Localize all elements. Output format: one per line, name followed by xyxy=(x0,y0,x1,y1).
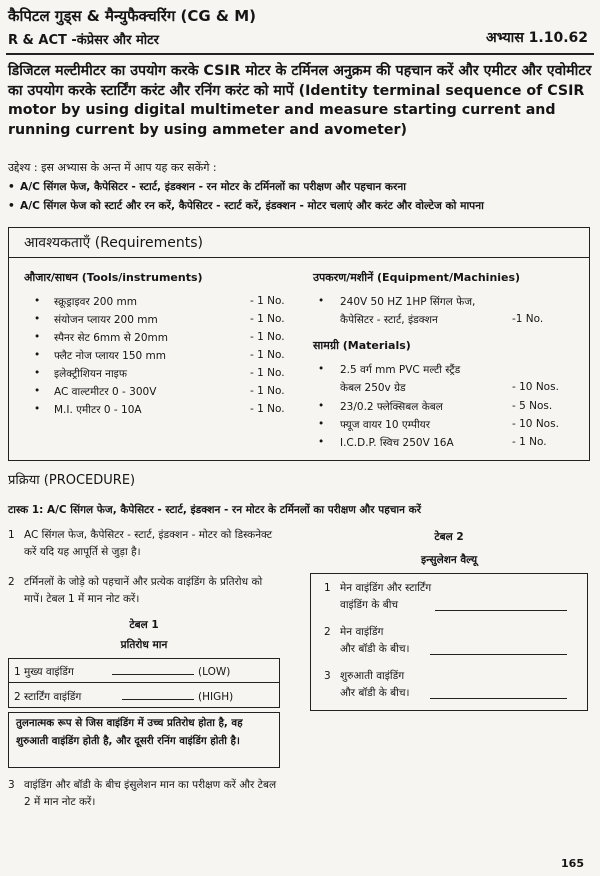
bullet: • xyxy=(34,331,41,343)
equipment-line: कैपेसिटर - स्टार्ट, इंडक्शन xyxy=(340,314,438,326)
material-line: I.C.D.P. स्विच 250V 16A xyxy=(340,437,454,449)
step-number: 3 xyxy=(8,779,15,791)
requirements-title: आवश्यकताएँ (Requirements) xyxy=(24,235,203,251)
task-heading: टास्क 1: A/C सिंगल फेज, कैपेसिटर - स्टार्ट, इंडक्शन - रन मोटर के टर्मिनलों का परीक्षण और पहचान करें xyxy=(8,504,421,516)
exercise-number: अभ्यास 1.10.62 xyxy=(486,30,588,46)
blank-line xyxy=(430,698,567,699)
blank-line xyxy=(112,674,194,675)
table2-caption: इन्सुलेशन वैल्यू xyxy=(420,554,478,566)
table2-row-text: और बॉडी के बीच। xyxy=(340,687,410,699)
table2-row-text: वाइंडिंग के बीच xyxy=(340,599,399,611)
material-line: 23/0.2 फ्लेक्सिबल केबल xyxy=(340,401,443,413)
blank-line xyxy=(430,654,567,655)
material-line: फ्यूज वायर 10 एम्पीयर xyxy=(340,419,431,431)
table1-caption: प्रतिरोध मान xyxy=(120,639,168,651)
page-number: 165 xyxy=(561,857,584,870)
blank-line xyxy=(122,699,194,700)
bullet: • xyxy=(318,400,325,412)
table2-row-number: 2 xyxy=(324,626,331,638)
material-line: 2.5 वर्ग mm PVC मल्टी स्ट्रैंड xyxy=(340,364,461,376)
table1-label: टेबल 1 xyxy=(129,619,159,631)
tool-name: M.I. एमीटर 0 - 10A xyxy=(54,404,142,416)
note-text: तुलनात्मक रूप से जिस वाइंडिंग में उच्च प्रतिरोध होता है, वह शुरुआती वाइंडिंग होती है, और दूसरी रनिंग वाइंडिंग होती है। xyxy=(16,717,243,747)
tool-name: इलेक्ट्रीशियन नाइफ xyxy=(54,368,127,380)
bullet: • xyxy=(34,385,41,397)
material-line: केबल 250v ग्रेड xyxy=(340,382,406,394)
tool-qty: - 1 No. xyxy=(250,367,285,379)
tools-heading: औजार/साधन (Tools/instruments) xyxy=(24,271,203,284)
tool-qty: - 1 No. xyxy=(250,313,285,325)
equipment-line: 240V 50 HZ 1HP सिंगल फेज, xyxy=(340,296,476,308)
step-text: AC सिंगल फेज, कैपेसिटर - स्टार्ट, इंडक्शन - मोटर को डिस्कनेक्ट xyxy=(24,529,273,541)
material-qty: - 10 Nos. xyxy=(512,381,559,393)
material-qty: - 10 Nos. xyxy=(512,418,559,430)
exercise-title: डिजिटल मल्टीमीटर का उपयोग करके CSIR मोटर के टर्मिनल अनुक्रम की पहचान करें और एमीटर और एवोमीटर का उपयोग करके स्टार्टिंग करंट और रनिंग करंट को मापें (Identity terminal sequence of CSIR motor by using digital multimeter and measure starting current and running current by using ammeter and avometer) xyxy=(8,63,592,138)
table1-row-value: (LOW) xyxy=(198,666,231,678)
tool-name: संयोजन प्लायर 200 mm xyxy=(54,314,158,326)
tool-name: स्पैनर सेट 6mm से 20mm xyxy=(54,332,168,344)
table1-row-value: (HIGH) xyxy=(198,691,234,703)
tool-name: AC वाल्टमीटर 0 - 300V xyxy=(54,386,157,398)
tool-qty: - 1 No. xyxy=(250,295,285,307)
tool-qty: - 1 No. xyxy=(250,349,285,361)
table2-row-text: शुरुआती वाइंडिंग xyxy=(340,670,405,682)
table2-label: टेबल 2 xyxy=(434,531,464,543)
step-number: 1 xyxy=(8,529,15,541)
step-text: 2 में मान नोट करें। xyxy=(24,796,96,808)
step-text: वाइंडिंग और बॉडी के बीच इंसुलेशन मान का परीक्षण करें और टेबल xyxy=(24,779,277,791)
header-rule xyxy=(6,53,594,55)
bullet: • xyxy=(34,403,41,415)
tool-qty: - 1 No. xyxy=(250,385,285,397)
tool-name: स्क्रूड्राइवर 200 mm xyxy=(54,296,137,308)
material-qty: - 5 Nos. xyxy=(512,400,553,412)
bullet: • xyxy=(34,313,41,325)
section-header: कैपिटल गुड्स & मैन्युफैक्चरिंग (CG & M) xyxy=(8,7,256,25)
bullet: • xyxy=(34,349,41,361)
table2-row-number: 1 xyxy=(324,582,331,594)
table2-row-text: मेन वाइंडिंग और स्टार्टिंग xyxy=(340,582,432,594)
step-number: 2 xyxy=(8,576,15,588)
procedure-heading: प्रक्रिया (PROCEDURE) xyxy=(8,473,136,488)
step-text: टर्मिनलों के जोड़े को पहचानें और प्रत्येक वाइंडिंग के प्रतिरोध को xyxy=(24,576,263,588)
table2-row-text: मेन वाइंडिंग xyxy=(340,626,384,638)
table2-row-text: और बॉडी के बीच। xyxy=(340,643,410,655)
bullet: • xyxy=(34,367,41,379)
material-qty: - 1 No. xyxy=(512,436,547,448)
table1-row-label: 2 स्टार्टिंग वाइंडिंग xyxy=(14,691,82,703)
bullet: • xyxy=(318,363,325,375)
objectives-label: उद्देश्य : इस अभ्यास के अन्त में आप यह कर सकेंगे : xyxy=(8,161,217,174)
tool-name: फ्लैट नोज प्लायर 150 mm xyxy=(54,350,166,362)
equipment-heading: उपकरण/मशीनें (Equipment/Machinies) xyxy=(313,271,521,284)
materials-heading: सामग्री (Materials) xyxy=(313,339,411,352)
bullet: • xyxy=(318,436,325,448)
subsection-header: R & ACT -कंप्रेसर और मोटर xyxy=(8,33,159,48)
bullet: • xyxy=(318,295,325,307)
table2-row-number: 3 xyxy=(324,670,331,682)
bullet: • xyxy=(34,295,41,307)
objective-item: • A/C सिंगल फेज को स्टार्ट और रन करें, कैपेसिटर - स्टार्ट करें, इंडक्शन - मोटर चलाएं और करंट और वोल्टेज को मापना xyxy=(8,200,484,212)
table1-row-label: 1 मुख्य वाइंडिंग xyxy=(14,666,74,678)
equipment-qty: -1 No. xyxy=(512,313,544,325)
tool-qty: - 1 No. xyxy=(250,403,285,415)
step-text: मापें। टेबल 1 में मान नोट करें। xyxy=(24,593,140,605)
bullet: • xyxy=(318,418,325,430)
blank-line xyxy=(435,610,567,611)
tool-qty: - 1 No. xyxy=(250,331,285,343)
objective-item: • A/C सिंगल फेज, कैपेसिटर - स्टार्ट, इंडक्शन - रन मोटर के टर्मिनलों का परीक्षण और पहचान करना xyxy=(8,181,406,193)
step-text: करें यदि यह आपूर्ति से जुड़ा है। xyxy=(24,546,141,558)
table1-separator xyxy=(8,682,280,683)
